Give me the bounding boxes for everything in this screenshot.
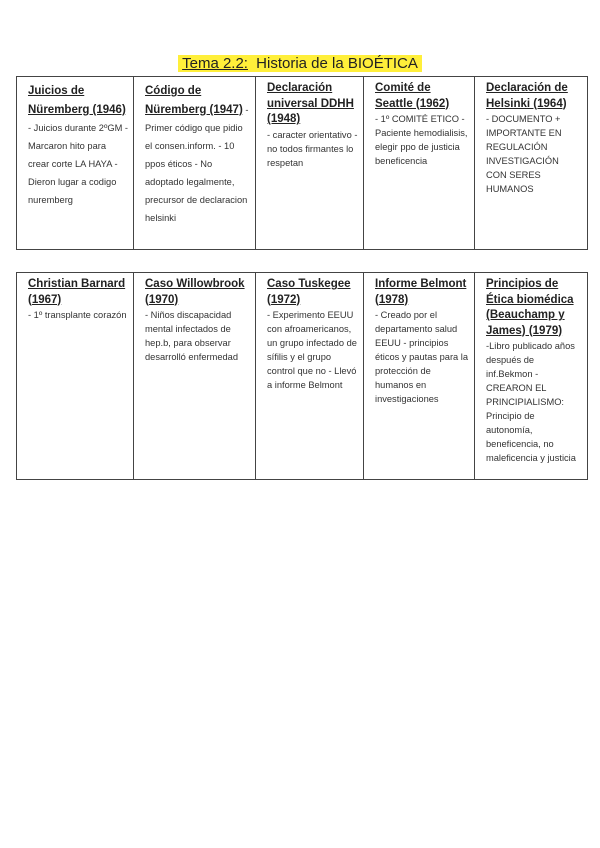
cell-heading: Juicios de Nüremberg (1946)	[28, 85, 126, 116]
cell-heading: Código de Nüremberg (1947)	[145, 85, 243, 116]
title-main: Historia de la BIOÉTICA	[251, 55, 418, 72]
timeline-table-2	[16, 272, 588, 480]
cell-text: - Primer código que pidio el consen.inform. - 10 ppos éticos - No adoptado legalmente, precursor de declaracion helsinki	[145, 104, 249, 223]
cell-heading: Christian Barnard (1967)	[28, 278, 126, 306]
table-cell	[475, 77, 588, 250]
cell-heading: Principios de Ética biomédica (Beauchamp y James) (1979)	[486, 278, 574, 337]
page-title	[0, 54, 600, 74]
table-cell	[364, 273, 475, 480]
table-cell	[17, 77, 134, 250]
table-cell	[134, 77, 256, 250]
cell-heading: Declaración de Helsinki (1964)	[486, 82, 568, 110]
table-cell	[256, 77, 364, 250]
cell-text: -Libro publicado años después de inf.Bekmon - CREARON EL PRINCIPIALISMO: Principio de autonomía, beneficencia, no maleficencia y justicia	[486, 341, 576, 463]
cell-heading: Caso Tuskegee (1972)	[267, 278, 351, 306]
timeline-table-1	[16, 76, 588, 250]
table-cell	[17, 273, 134, 480]
title-prefix: Tema 2.2:	[182, 55, 248, 72]
table-cell	[256, 273, 364, 480]
cell-text: - 1º COMITÉ ETICO - Paciente hemodialisis, elegir ppo de justicia beneficencia	[375, 114, 468, 166]
cell-heading: Caso Willowbrook (1970)	[145, 278, 245, 306]
cell-text: - 1º transplante corazón	[28, 310, 127, 320]
table-cell	[475, 273, 588, 480]
cell-text: - caracter orientativo - no todos firmantes lo respetan	[267, 129, 358, 168]
table-row	[17, 77, 588, 250]
cell-heading: Comité de Seattle (1962)	[375, 82, 450, 110]
cell-text: - Creado por el departamento salud EEUU - principios éticos y pautas para la protección de humanos en investigaciones	[375, 310, 469, 404]
cell-heading: Informe Belmont (1978)	[375, 278, 467, 306]
cell-text: - Experimento EEUU con afroamericanos, un grupo infectado de sífilis y el grupo control que no - Llevó a informe Belmont	[267, 310, 357, 390]
table-row	[17, 273, 588, 480]
table-cell	[364, 77, 475, 250]
cell-heading: Declaración universal DDHH (1948)	[267, 82, 354, 125]
table-cell	[134, 273, 256, 480]
cell-text: - Niños discapacidad mental infectados de hep.b, para observar desarrolló enfermedad	[145, 310, 239, 362]
cell-text: - Juicios durante 2ºGM - Marcaron hito para crear corte LA HAYA - Dieron lugar a codigo nuremberg	[28, 123, 129, 205]
cell-text: - DOCUMENTO + IMPORTANTE EN REGULACIÓN INVESTIGACIÓN CON SERES HUMANOS	[486, 114, 562, 194]
